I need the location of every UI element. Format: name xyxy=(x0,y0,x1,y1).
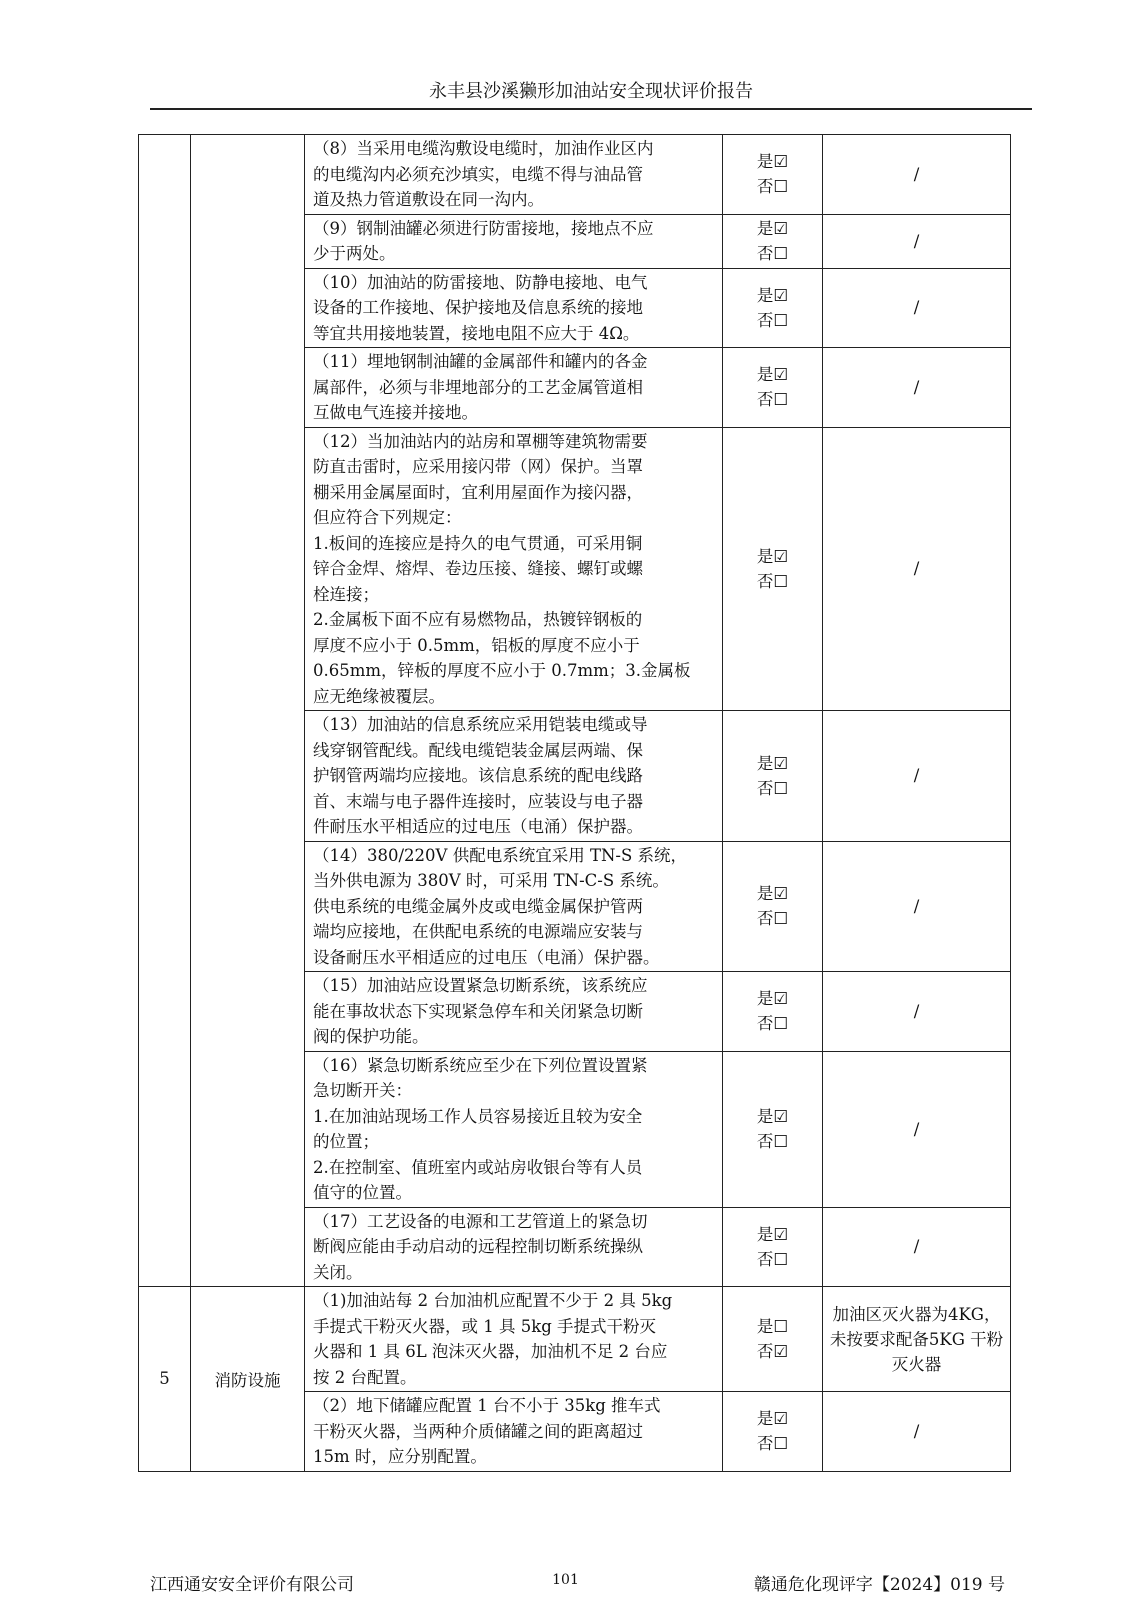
requirement-text-line: 关闭。 xyxy=(313,1262,363,1282)
requirement-text-line: 0.65mm，锌板的厚度不应小于 0.7mm；3.金属板 xyxy=(313,661,691,680)
requirement-text-line: 设备的工作接地、保护接地及信息系统的接地 xyxy=(313,298,643,317)
conformity-cell xyxy=(723,268,823,348)
requirement-text-line: 少于两处。 xyxy=(313,244,396,263)
no-checkbox: 否☐ xyxy=(756,177,789,197)
remark-text: / xyxy=(913,766,920,786)
conformity-cell xyxy=(723,1392,823,1472)
yes-checkbox: 是☑ xyxy=(756,753,789,773)
remark-cell xyxy=(823,348,1011,428)
table-row xyxy=(139,1287,1011,1392)
remark-cell xyxy=(823,972,1011,1052)
conformity-cell xyxy=(723,427,823,711)
requirement-text-line: （8）当采用电缆沟敷设电缆时，加油作业区内 xyxy=(313,139,654,158)
requirement-text-line: （9）钢制油罐必须进行防雷接地，接地点不应 xyxy=(313,218,654,238)
requirement-text-line: 急切断开关： xyxy=(313,1081,412,1100)
no-checkbox: 否☐ xyxy=(756,244,789,263)
requirement-text-line: 等宜共用接地装置，接地电阻不应大于 4Ω。 xyxy=(313,323,640,343)
requirement-cell xyxy=(305,1051,723,1207)
remark-text: / xyxy=(913,377,920,397)
remark-text: / xyxy=(913,1421,920,1441)
yes-checkbox: 是☑ xyxy=(756,989,789,1009)
requirement-text-line: 厚度不应小于 0.5mm，铝板的厚度不应小于 xyxy=(313,635,640,655)
page-number: 101 xyxy=(552,1572,579,1588)
remark-text: / xyxy=(913,896,920,916)
yes-checkbox: 是☑ xyxy=(756,546,789,566)
requirement-cell xyxy=(305,427,723,711)
yes-checkbox: 是☑ xyxy=(756,152,789,172)
conformity-cell xyxy=(723,711,823,842)
requirement-text-line: 件耐压水平相适应的过电压（电涌）保护器。 xyxy=(313,817,643,836)
remark-text: / xyxy=(913,1001,920,1021)
requirement-text-line: 防直击雷时，应采用接闪带（网）保护。当罩 xyxy=(313,457,643,476)
requirement-text-line: 手提式干粉灭火器，或 1 具 5kg 手提式干粉灭 xyxy=(313,1316,657,1336)
requirement-cell xyxy=(305,1287,723,1392)
requirement-text-line: 15m 时，应分别配置。 xyxy=(313,1447,487,1466)
requirement-text-line: 值守的位置。 xyxy=(313,1183,412,1202)
requirement-text-line: （2）地下储罐应配置 1 台不小于 35kg 推车式 xyxy=(313,1396,661,1415)
remark-text: / xyxy=(913,164,920,184)
requirement-text-line: 火器和 1 具 6L 泡沫灭火器，加油机不足 2 台应 xyxy=(313,1342,668,1361)
no-checkbox: 否☐ xyxy=(756,1249,789,1269)
requirement-text-line: 1.板间的连接应是持久的电气贯通，可采用铜 xyxy=(313,533,643,553)
requirement-text-line: 互做电气连接并接地。 xyxy=(313,403,478,422)
remark-cell xyxy=(823,841,1011,972)
requirement-text-line: 供电系统的电缆金属外皮或电缆金属保护管两 xyxy=(313,896,643,916)
requirement-cell xyxy=(305,1207,723,1287)
category-cell xyxy=(191,135,305,1287)
footer-company: 江西通安安全评价有限公司 xyxy=(150,1575,354,1595)
no-checkbox: 否☐ xyxy=(756,390,789,410)
requirement-text-line: 设备耐压水平相适应的过电压（电涌）保护器。 xyxy=(313,947,660,967)
remark-text: / xyxy=(913,1119,920,1139)
requirement-text-line: 1.在加油站现场工作人员容易接近且较为安全 xyxy=(313,1106,643,1126)
conformity-cell xyxy=(723,135,823,215)
footer-report-number: 赣通危化现评字【2024】019 号 xyxy=(753,1575,1005,1595)
no-checkbox: 否☐ xyxy=(756,1132,789,1151)
requirement-text-line: 的位置； xyxy=(313,1132,379,1151)
remark-cell xyxy=(823,1207,1011,1287)
yes-checkbox: 是☑ xyxy=(756,1224,789,1244)
conformity-cell xyxy=(723,841,823,972)
requirement-text-line: （15）加油站应设置紧急切断系统，该系统应 xyxy=(313,976,648,995)
requirement-cell xyxy=(305,135,723,215)
remark-text: / xyxy=(913,1237,920,1257)
yes-checkbox: 是☑ xyxy=(756,884,789,904)
remark-cell xyxy=(823,1051,1011,1207)
category-cell xyxy=(191,1287,305,1472)
requirement-cell xyxy=(305,841,723,972)
conformity-cell xyxy=(723,214,823,268)
category-label: 消防设施 xyxy=(214,1370,281,1390)
table-row xyxy=(139,135,1011,215)
requirement-text-line: 按 2 台配置。 xyxy=(313,1367,417,1387)
requirement-text-line: 端均应接地，在供配电系统的电源端应安装与 xyxy=(313,922,643,941)
remark-cell xyxy=(823,214,1011,268)
requirement-cell xyxy=(305,268,723,348)
requirement-text-line: 线穿钢管配线。配线电缆铠装金属层两端、保 xyxy=(313,740,643,760)
conformity-cell xyxy=(723,348,823,428)
remark-cell xyxy=(823,711,1011,842)
requirement-text-line: 的电缆沟内必须充沙填实，电缆不得与油品管 xyxy=(313,164,643,184)
report-title: 永丰县沙溪獭形加油站安全现状评价报告 xyxy=(429,81,753,102)
remark-text: / xyxy=(913,559,920,579)
remark-text: / xyxy=(913,231,920,251)
requirement-cell xyxy=(305,711,723,842)
yes-checkbox: 是☑ xyxy=(756,365,789,385)
requirement-text-line: 护钢管两端均应接地。该信息系统的配电线路 xyxy=(313,766,643,785)
requirement-text-line: 应无绝缘被覆层。 xyxy=(313,686,445,706)
requirement-text-line: 断阀应能由手动启动的远程控制切断系统操纵 xyxy=(313,1237,643,1256)
remark-cell xyxy=(823,135,1011,215)
requirement-text-line: 道及热力管道敷设在同一沟内。 xyxy=(313,190,544,209)
requirement-text-line: （1)加油站每 2 台加油机应配置不少于 2 具 5kg xyxy=(313,1291,673,1310)
yes-checkbox: 是☑ xyxy=(756,285,789,305)
yes-checkbox: 是☑ xyxy=(756,1409,789,1429)
remark-cell xyxy=(823,1287,1011,1392)
requirement-cell xyxy=(305,972,723,1052)
requirement-text-line: 2.金属板下面不应有易燃物品，热镀锌钢板的 xyxy=(313,610,643,629)
requirement-text-line: 干粉灭火器，当两种介质储罐之间的距离超过 xyxy=(313,1421,643,1441)
conformity-cell xyxy=(723,1287,823,1392)
no-checkbox: 否☐ xyxy=(756,778,789,798)
remark-text: / xyxy=(913,298,920,318)
item-number: 5 xyxy=(159,1369,170,1389)
no-checkbox: 否☐ xyxy=(756,909,789,929)
conformity-cell xyxy=(723,1051,823,1207)
no-checkbox: 否☐ xyxy=(756,1014,789,1034)
remark-cell xyxy=(823,1392,1011,1472)
requirement-text-line: 首、末端与电子器件连接时，应装设与电子器 xyxy=(313,791,643,811)
requirement-cell xyxy=(305,348,723,428)
requirement-text-line: （10）加油站的防雷接地、防静电接地、电气 xyxy=(313,272,648,292)
no-checkbox: 否☐ xyxy=(756,310,789,330)
requirement-text-line: 但应符合下列规定： xyxy=(313,508,462,527)
remark-text: 加油区灭火器为4KG，未按要求配备5KG 干粉灭火器 xyxy=(829,1304,1004,1374)
yes-checkbox: 是☐ xyxy=(756,1317,789,1336)
requirement-text-line: 栓连接； xyxy=(313,584,379,604)
remark-cell xyxy=(823,268,1011,348)
yes-checkbox: 是☑ xyxy=(756,1107,789,1126)
requirement-text-line: （14）380/220V 供配电系统宜采用 TN-S 系统， xyxy=(313,845,688,865)
requirement-text-line: 棚采用金属屋面时，宜利用屋面作为接闪器， xyxy=(313,482,643,502)
item-number-cell xyxy=(139,1287,191,1472)
requirement-text-line: （11）埋地钢制油罐的金属部件和罐内的各金 xyxy=(313,352,648,371)
item-number-cell xyxy=(139,135,191,1287)
requirement-text-line: 锌合金焊、熔焊、卷边压接、缝接、螺钉或螺 xyxy=(313,559,643,578)
requirement-text-line: 2.在控制室、值班室内或站房收银台等有人员 xyxy=(313,1157,643,1177)
remark-cell xyxy=(823,427,1011,711)
requirement-text-line: （12）当加油站内的站房和罩棚等建筑物需要 xyxy=(313,431,648,451)
requirement-text-line: （17）工艺设备的电源和工艺管道上的紧急切 xyxy=(313,1211,648,1231)
requirement-cell xyxy=(305,1392,723,1472)
evaluation-table xyxy=(138,134,1011,1472)
requirement-text-line: 阀的保护功能。 xyxy=(313,1027,429,1046)
page-header xyxy=(150,78,1032,110)
requirement-text-line: 能在事故状态下实现紧急停车和关闭紧急切断 xyxy=(313,1001,643,1021)
requirement-text-line: （16）紧急切断系统应至少在下列位置设置紧 xyxy=(313,1055,648,1075)
conformity-cell xyxy=(723,1207,823,1287)
requirement-text-line: 当外供电源为 380V 时，可采用 TN-C-S 系统。 xyxy=(313,871,669,890)
requirement-text-line: （13）加油站的信息系统应采用铠装电缆或导 xyxy=(313,715,648,734)
yes-checkbox: 是☑ xyxy=(756,219,789,238)
requirement-cell xyxy=(305,214,723,268)
no-checkbox: 否☐ xyxy=(756,571,789,591)
conformity-cell xyxy=(723,972,823,1052)
no-checkbox: 否☑ xyxy=(756,1342,789,1361)
requirement-text-line: 属部件，必须与非埋地部分的工艺金属管道相 xyxy=(313,377,643,397)
no-checkbox: 否☐ xyxy=(756,1434,789,1454)
